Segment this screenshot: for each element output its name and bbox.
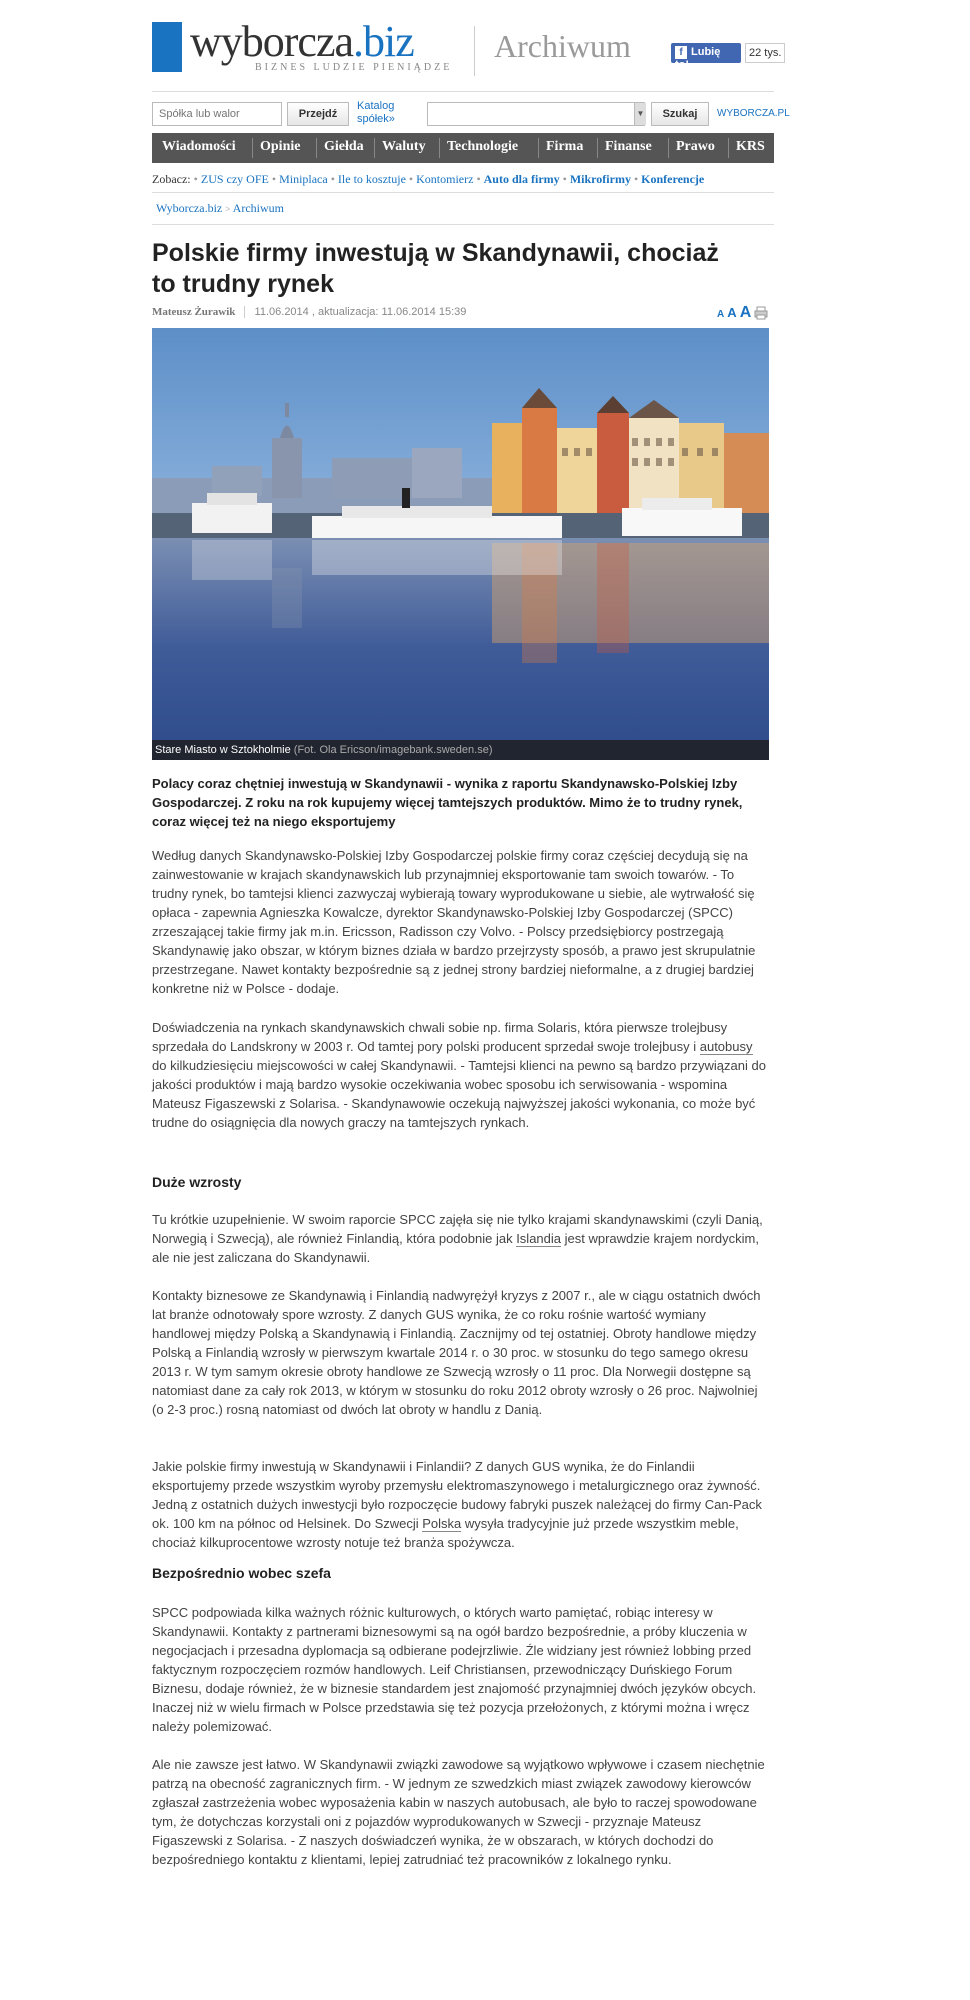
see-also-link[interactable]: Mikrofirmy [569, 172, 631, 186]
nav-item-gielda[interactable]: Giełda [324, 139, 364, 154]
nav-item-prawo[interactable]: Prawo [676, 139, 715, 154]
article-paragraph: Tu krótkie uzupełnienie. W swoim raporcie SPCC zajęła się nie tylko krajami skandynawskimi (czyli Danią, Norwegią i Szwecją), ale również Finlandią, która podobnie jak Islandia jest wprawdzie krajem nordyckim, ale nie jest zaliczana do Skandynawii. [152, 1212, 763, 1265]
article-title: Polskie firmy inwestują w Skandynawii, chociaż to trudny rynek [152, 239, 719, 298]
article-author[interactable]: Mateusz Żurawik [152, 306, 236, 318]
see-also-link[interactable]: Konferencje [641, 172, 705, 186]
logo-tagline: BIZNES LUDZIE PIENIĄDZE [255, 62, 453, 73]
divider [152, 224, 774, 225]
site-header [152, 17, 782, 77]
photo-source: (Fot. Ola Ericson/imagebank.sweden.se) [293, 744, 493, 756]
font-large-button[interactable]: A [739, 304, 752, 321]
nav-item-waluty[interactable]: Waluty [382, 139, 426, 154]
see-also-link[interactable]: Miniplaca [279, 172, 328, 186]
section-heading: Duże wzrosty [152, 1174, 242, 1190]
search-button[interactable]: Szukaj [651, 102, 709, 126]
facebook-like-count: 22 tys. [745, 43, 785, 63]
wyborcza-link[interactable]: WYBORCZA.PL [717, 108, 790, 119]
photo-caption [152, 740, 769, 760]
stockholm-photo-image [152, 328, 769, 760]
article-paragraph: SPCC podpowiada kilka ważnych różnic kulturowych, o których warto pamiętać, robiąc interesy w Skandynawii. Kontakty z partnerami biznesowymi są na ogół bardzo bezpośrednie, a próby kluczenia w negocjacjach i przesadna dyplomacja są odbierane podejrzliwie. Źle widziany jest również lobbing przed faktycznym rozpoczęciem rozmów handlowych. Leif Christiansen, przewodniczący Duńskiego Forum Biznesu, dodaje również, że w biznesie standardem jest znajomość przynajmniej dwóch języków obcych. Inaczej niż w wielu firmach w Polsce przedstawia się też pozycja przełożonych, z którymi można i wręcz należy polemizować. [152, 1605, 757, 1734]
font-small-button[interactable]: A [717, 309, 725, 320]
nav-separator [374, 138, 375, 158]
nav-item-wiadomosci[interactable]: Wiadomości [162, 139, 236, 154]
nav-separator [597, 138, 598, 158]
section-title[interactable]: Archiwum [494, 28, 631, 64]
nav-item-finanse[interactable]: Finanse [605, 139, 652, 154]
facebook-icon: f [675, 46, 687, 59]
see-also-link[interactable]: Kontomierz [416, 172, 474, 186]
font-size-controls [717, 304, 751, 322]
meta-separator [244, 306, 245, 318]
see-also-link[interactable]: Ile to kosztuje [337, 172, 406, 186]
nav-item-firma[interactable]: Firma [546, 139, 584, 154]
breadcrumb [156, 201, 284, 216]
see-also-label: Zobacz: [152, 172, 191, 186]
print-icon[interactable] [754, 306, 768, 320]
article-photo[interactable] [152, 328, 769, 760]
nav-separator [538, 138, 539, 158]
breadcrumb-separator-icon: > [225, 204, 231, 214]
nav-separator [439, 138, 440, 158]
nav-separator [668, 138, 669, 158]
nav-item-opinie[interactable]: Opinie [260, 139, 301, 154]
go-button[interactable]: Przejdź [287, 102, 349, 126]
breadcrumb-item[interactable]: Archiwum [232, 201, 284, 215]
search-dropdown-arrow-icon[interactable]: ▼ [634, 103, 646, 125]
nav-separator [252, 138, 253, 158]
section-heading: Bezpośrednio wobec szefa [152, 1565, 331, 1581]
nav-separator [728, 138, 729, 158]
article-link[interactable]: Polska [422, 1516, 462, 1531]
nav-item-technologie[interactable]: Technologie [447, 139, 519, 154]
stock-search-input[interactable] [152, 102, 282, 126]
article-link[interactable]: Islandia [516, 1231, 561, 1246]
font-medium-button[interactable]: A [727, 305, 737, 320]
divider [152, 192, 774, 193]
see-also-link[interactable]: Auto dla firmy [483, 172, 560, 186]
site-search-input[interactable] [427, 102, 645, 126]
nav-item-krs[interactable]: KRS [736, 139, 765, 154]
article-paragraph: Kontakty biznesowe ze Skandynawią i Finlandią nadwyrężył kryzys z 2007 r., ale w ciągu ostatnich dwóch lat branże odnotowały spore wzrosty. Z danych GUS wynika, że co roku rośnie wartość wymiany handlowej między Polską a Skandynawią i Finlandią. Zacznijmy od tej ostatniej. Obroty handlowe między Polską a Finlandią wzrosły w pierwszym kwartale 2014 r. o 30 proc. w stosunku do tego samego okresu 2013 r. W tym samym okresie obroty handlowe ze Szwecją wzrosły o 11 proc. Dla Norwegii dostępne są natomiast dane za cały rok 2013, w którym w stosunku do roku 2012 obroty wzrosły o 26 proc. Najwolniej (o 2-3 proc.) rosną natomiast od dwóch lat obroty w handlu z Danią. [152, 1288, 761, 1417]
article-paragraph: Doświadczenia na rynkach skandynawskich chwali sobie np. firma Solaris, która pierwsze trolejbusy sprzedała do Landskrony w 2003 r. Od tamtej pory polski producent sprzedał swoje trolejbusy i autobusy do kilkudziesięciu miejscowości w całej Skandynawii. - Tamtejsi klienci na pewno są bardzo przywiązani do jakości produktów i mają bardzo wysokie oczekiwania wobec sposobu ich serwisowania - wspomina Mateusz Figaszewski z Solarisa. - Skandynawowie oczekują najwyższej jakości wykonania, co może być trudne do osiągnięcia dla nowych graczy na tamtejszych rynkach. [152, 1020, 766, 1130]
article-meta [152, 306, 774, 322]
facebook-like-button[interactable]: f Lubię to! [671, 43, 741, 63]
article-lead: Polacy coraz chętniej inwestują w Skandynawii - wynika z raportu Skandynawsko-Polskiej Izby Gospodarczej. Z roku na rok kupujemy więcej tamtejszych produktów. Mimo że to trudny rynek, coraz więcej też na niego eksportujemy [152, 776, 743, 829]
main-nav [152, 133, 774, 163]
company-catalog-link[interactable]: Katalog spółek» [357, 100, 395, 125]
see-also-link[interactable]: ZUS czy OFE [200, 172, 269, 186]
article-paragraph: Ale nie zawsze jest łatwo. W Skandynawii związki zawodowe są wyjątkowo wpływowe i czasem niechętnie patrzą na obecność zagranicznych firm. - W jednym ze szwedzkich miast związek zawodowy kierowców zgłaszał zastrzeżenia wobec wyposażenia kabin w naszych autobusach, ale było to raczej spowodowane tym, że dotychczas korzystali oni z pojazdów wyprodukowanych w Szwecji - przyznaje Mateusz Figaszewski z Solarisa. - Z naszych doświadczeń wynika, że w obszarach, w których dochodzi do bezpośredniego kontaktu z klientami, lepiej zatrudniać też pracowników z lokalnego rynku. [152, 1757, 765, 1867]
divider [152, 91, 774, 92]
article-paragraph: Według danych Skandynawsko-Polskiej Izby Gospodarczej polskie firmy coraz częściej decydują się na zainwestowanie w krajach skandynawskich lub przynajmniej eksportowanie tam swoich towarów. - To trudny rynek, bo tamtejsi klienci zazwyczaj wybierają towary wyprodukowane u siebie, ale wytrwałość się opłaca - zapewnia Agnieszka Kowalcze, dyrektor Skandynawsko-Polskiej Izby Gospodarczej (SPCC) zrzeszającej takie firmy jak m.in. Ericsson, Radisson czy Volvo. - Polscy przedsiębiorcy postrzegają Skandynawię jako obszar, w którym biznes działa w bardzo przejrzysty sposób, a prawo jest skrupulatnie przestrzegane. Nawet kontakty bezpośrednie są z jednej strony bardziej nieformalne, a z drugiej bardziej konkretne niż w Polsce - dodaje. [152, 848, 756, 996]
photo-caption-text: Stare Miasto w Sztokholmie [155, 744, 291, 756]
search-bar [152, 100, 790, 130]
breadcrumb-item[interactable]: Wyborcza.biz [156, 201, 223, 215]
site-logo[interactable]: wyborcza.biz [190, 17, 414, 66]
header-divider [474, 26, 475, 76]
see-also-bar: Zobacz: • ZUS czy OFE • Miniplaca • Ile to kosztuje • Kontomierz • Auto dla firmy • Mikrofirmy • Konferencje [152, 172, 705, 186]
article-date: 11.06.2014 , aktualizacja: 11.06.2014 15:39 [254, 306, 467, 318]
article-paragraph: Jakie polskie firmy inwestują w Skandynawii i Finlandii? Z danych GUS wynika, że do Finlandii eksportujemy przede wszystkim wyroby przemysłu elektromaszynowego i metalurgicznego oraz żywność. Jedną z ostatnich dużych inwestycji było rozpoczęcie budowy fabryki puszek należącej do firmy Can-Pack ok. 100 km na północ od Helsinek. Do Szwecji Polska wysyła tradycyjnie już przede wszystkim meble, chociaż kilkuprocentowe wzrosty notuje też branża spożywcza. [152, 1459, 762, 1550]
article-link[interactable]: autobusy [699, 1039, 753, 1054]
logo-mark[interactable] [152, 22, 182, 72]
nav-separator [316, 138, 317, 158]
